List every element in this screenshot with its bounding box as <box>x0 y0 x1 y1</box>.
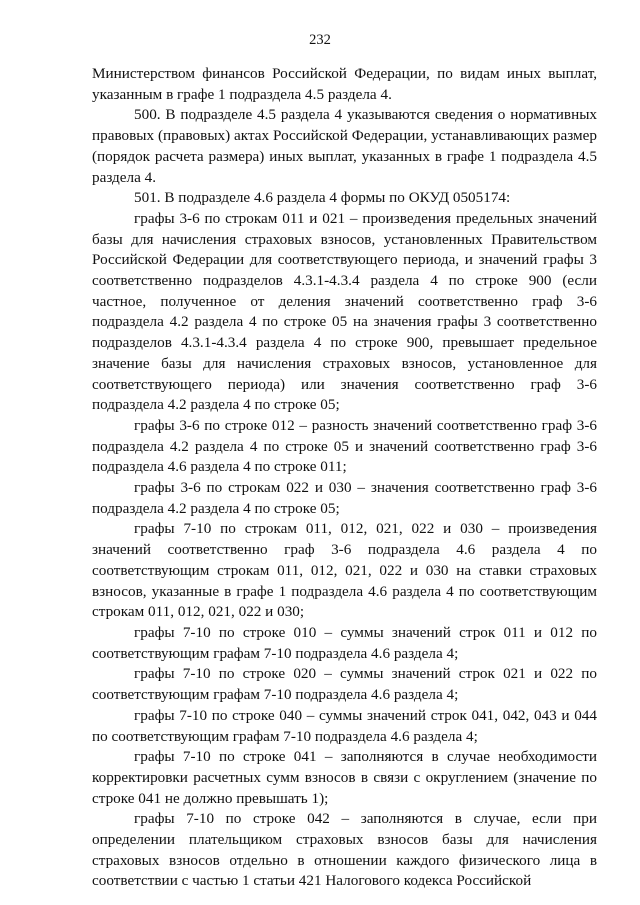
document-body <box>92 64 597 892</box>
paragraph-columns-7-10-row-042: графы 7-10 по строке 042 – заполняются в случае, если при определении плательщиком страховых взносов базы для начисления страховых взносов отдельно в отношении каждого физического лица в соответствии с частью 1 статьи 421 Налогового кодекса Российской <box>92 810 597 890</box>
paragraph-columns-3-6-rows-011-021: графы 3-6 по строкам 011 и 021 – произведения предельных значений базы для начисления страховых взносов, установленных Правительством Российской Федерации для соответствующего периода, и значений графы 3 соответственно подразделов 4.3.1-4.3.4 раздела 4 по строке 900 (если частное, полученное от деления значений соответственно граф 3-6 подраздела 4.2 раздела 4 по строке 05 на значения графы 3 соответственно подразделов 4.3.1-4.3.4 раздела 4 по строке 900, превышает предельное значение базы для начисления страховых взносов, установленное для соответствующего периода) или значения соответственно граф 3-6 подраздела 4.2 раздела 4 по строке 05; <box>92 209 597 414</box>
paragraph-columns-7-10-rows-011-030: графы 7-10 по строкам 011, 012, 021, 022 и 030 – произведения значений соответственно граф 3-6 подраздела 4.6 раздела 4 по соответствующим строкам 011, 012, 021, 022 и 030 на ставки страховых взносов, указанные в графе 1 подраздела 4.6 раздела 4 по соответствующим строкам 011, 012, 021, 022 и 030; <box>92 520 597 621</box>
paragraph-columns-7-10-row-010: графы 7-10 по строке 010 – суммы значений строк 011 и 012 по соответствующим графам 7-10 подраздела 4.6 раздела 4; <box>92 623 597 662</box>
page-number: 232 <box>309 32 331 48</box>
paragraph-columns-7-10-row-040: графы 7-10 по строке 040 – суммы значений строк 041, 042, 043 и 044 по соответствующим графам 7-10 подраздела 4.6 раздела 4; <box>92 706 597 745</box>
paragraph-501: 501. В подразделе 4.6 раздела 4 формы по ОКУД 0505174: <box>134 189 511 207</box>
paragraph-columns-7-10-row-020: графы 7-10 по строке 020 – суммы значений строк 021 и 022 по соответствующим графам 7-10 подраздела 4.6 раздела 4; <box>92 665 597 704</box>
paragraph-columns-3-6-row-012: графы 3-6 по строке 012 – разность значений соответственно граф 3-6 подраздела 4.2 раздела 4 по строке 05 и значений соответственно граф 3-6 подраздела 4.6 раздела 4 по строке 011; <box>92 416 597 476</box>
paragraph-columns-7-10-row-041: графы 7-10 по строке 041 – заполняются в случае необходимости корректировки расчетных сумм взносов в связи с округлением (значение по строке 041 не должно превышать 1); <box>92 748 597 807</box>
paragraph-columns-3-6-rows-022-030: графы 3-6 по строкам 022 и 030 – значения соответственно граф 3-6 подраздела 4.2 раздела 4 по строке 05; <box>92 479 597 517</box>
paragraph-continuation: Министерством финансов Российской Федерации, по видам иных выплат, указанным в графе 1 подраздела 4.5 раздела 4. <box>92 65 597 103</box>
paragraph-500: 500. В подразделе 4.5 раздела 4 указываются сведения о нормативных правовых (правовых) актах Российской Федерации, устанавливающих размер (порядок расчета размера) иных выплат, указанных в графе 1 подраздела 4.5 раздела 4. <box>92 106 597 186</box>
